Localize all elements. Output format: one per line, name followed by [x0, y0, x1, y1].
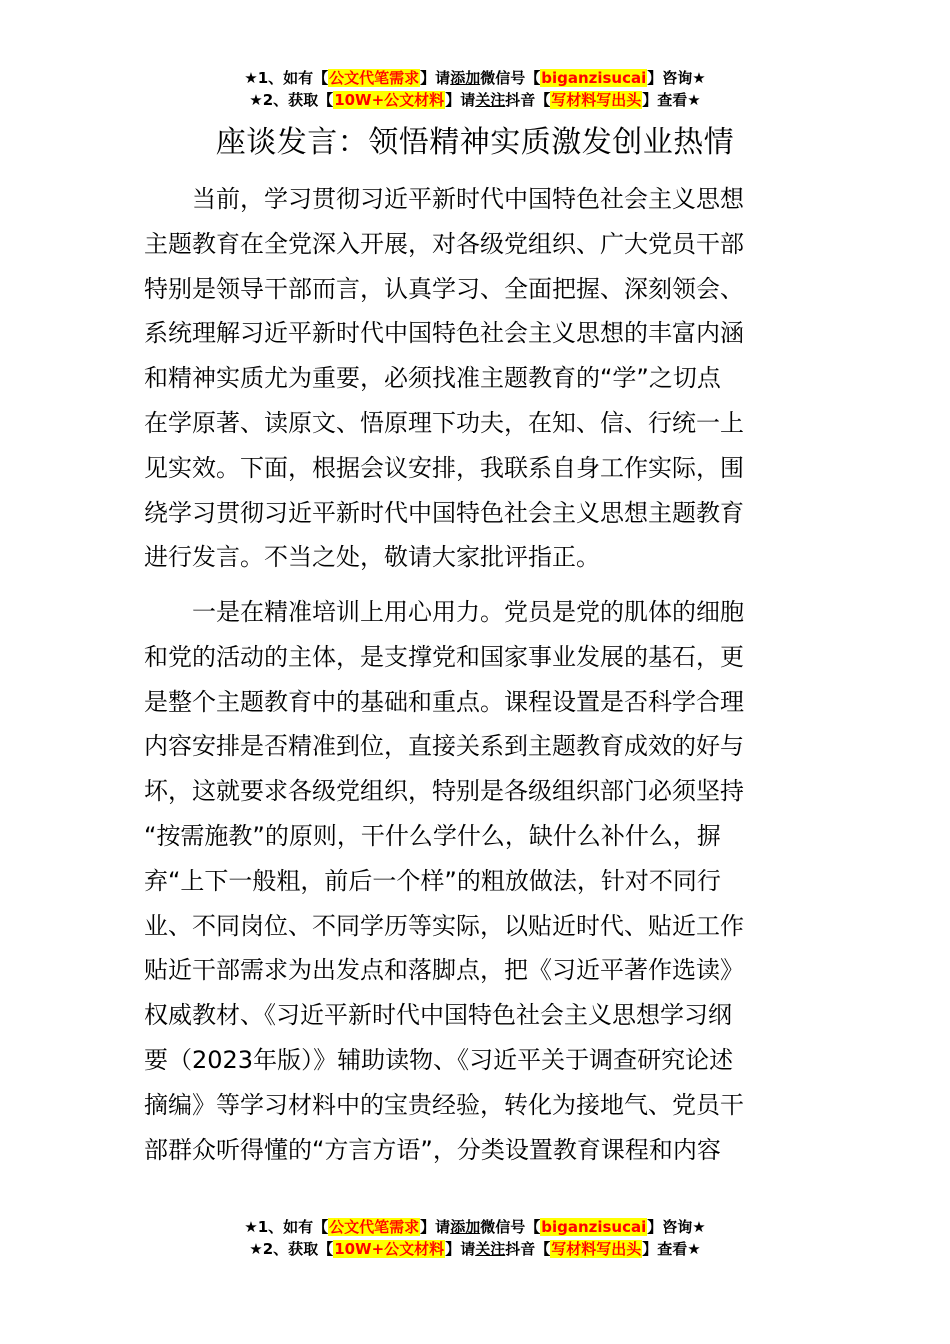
highlight-materials: 10W+公文材料	[334, 1240, 445, 1258]
banner-text: 】咨询★	[647, 69, 706, 87]
banner-line-1	[0, 1216, 950, 1238]
banner-underline-text: 添加	[450, 69, 481, 87]
banner-text: 】查看★	[642, 91, 701, 109]
highlight-wechat-id: biganzisucai	[541, 1218, 647, 1236]
highlight-service: 公文代笔需求	[329, 1218, 420, 1236]
text-line: 要（2023年版）》辅助读物、《习近平关于调查研究论述	[144, 1045, 734, 1074]
document-title: 座谈发言：领悟精神实质激发创业热情	[215, 125, 735, 160]
banner-line-2	[0, 89, 950, 111]
banner-text: 】查看★	[642, 1240, 701, 1258]
highlight-materials: 10W+公文材料	[334, 91, 445, 109]
banner-text: 】请	[445, 91, 476, 109]
text-line: 弃“上下一般粗，前后一个样”的粗放做法，针对不同行	[144, 866, 721, 895]
banner-underline-text: 关注	[475, 1240, 506, 1258]
highlight-service: 公文代笔需求	[329, 69, 420, 87]
header-banner	[0, 67, 950, 111]
footer-banner	[0, 1216, 950, 1260]
text-line: 坏，这就要求各级党组织，特别是各级组织部门必须坚持	[144, 777, 744, 806]
text-line: 和精神实质尤为重要，必须找准主题教育的“学”之切点	[144, 364, 721, 393]
banner-text: 抖音【	[505, 1240, 551, 1258]
text-line: 见实效。下面，根据会议安排，我联系自身工作实际，围	[144, 453, 744, 482]
text-line: 权威教材、《习近平新时代中国特色社会主义思想学习纲	[144, 1001, 732, 1030]
text-line: 特别是领导干部而言，认真学习、全面把握、深刻领会、	[144, 274, 744, 303]
text-line: 摘编》等学习材料中的宝贵经验，转化为接地气、党员干	[144, 1090, 744, 1119]
banner-text: ★2、获取【	[249, 1240, 334, 1258]
banner-text: 】请	[445, 1240, 476, 1258]
text-line: 内容安排是否精准到位，直接关系到主题教育成效的好与	[144, 732, 744, 761]
banner-text: 】请	[420, 1218, 451, 1236]
text-line: 在学原著、读原文、悟原理下功夫，在知、信、行统一上	[144, 408, 744, 437]
text-line: 系统理解习近平新时代中国特色社会主义思想的丰富内涵	[144, 319, 744, 348]
banner-underline-text: 添加	[450, 1218, 481, 1236]
banner-text: ★1、如有【	[244, 69, 329, 87]
paragraph-point-one	[144, 590, 806, 1172]
paragraph-intro	[144, 177, 806, 580]
text-line: 绕学习贯彻习近平新时代中国特色社会主义思想主题教育	[144, 498, 744, 527]
text-line: 贴近干部需求为出发点和落脚点，把《习近平著作选读》	[144, 956, 744, 985]
text-line: 主题教育在全党深入开展，对各级党组织、广大党员干部	[144, 229, 744, 258]
banner-text: ★2、获取【	[249, 91, 334, 109]
text-line: 部群众听得懂的“方言方语”，分类设置教育课程和内容	[144, 1135, 721, 1164]
text-line: 是整个主题教育中的基础和重点。课程设置是否科学合理	[144, 687, 744, 716]
text-line: 一是在精准培训上用心用力。党员是党的肌体的细胞	[192, 598, 744, 626]
banner-text: 抖音【	[505, 91, 551, 109]
banner-text: 微信号【	[480, 69, 541, 87]
text-line: 业、不同岗位、不同学历等实际，以贴近时代、贴近工作	[144, 911, 744, 940]
banner-text: ★1、如有【	[244, 1218, 329, 1236]
text-line: 和党的活动的主体，是支撑党和国家事业发展的基石，更	[144, 642, 744, 671]
banner-line-2	[0, 1238, 950, 1260]
highlight-wechat-id: biganzisucai	[541, 69, 647, 87]
banner-text: 微信号【	[480, 1218, 541, 1236]
banner-line-1	[0, 67, 950, 89]
banner-underline-text: 关注	[475, 91, 506, 109]
text-line: “按需施教”的原则，干什么学什么，缺什么补什么，摒	[144, 821, 721, 850]
highlight-douyin-account: 写材料写出头	[551, 91, 642, 109]
highlight-douyin-account: 写材料写出头	[551, 1240, 642, 1258]
banner-text: 】咨询★	[647, 1218, 706, 1236]
text-line: 当前，学习贯彻习近平新时代中国特色社会主义思想	[192, 185, 744, 213]
text-line: 进行发言。不当之处，敬请大家批评指正。	[144, 543, 600, 572]
banner-text: 】请	[420, 69, 451, 87]
